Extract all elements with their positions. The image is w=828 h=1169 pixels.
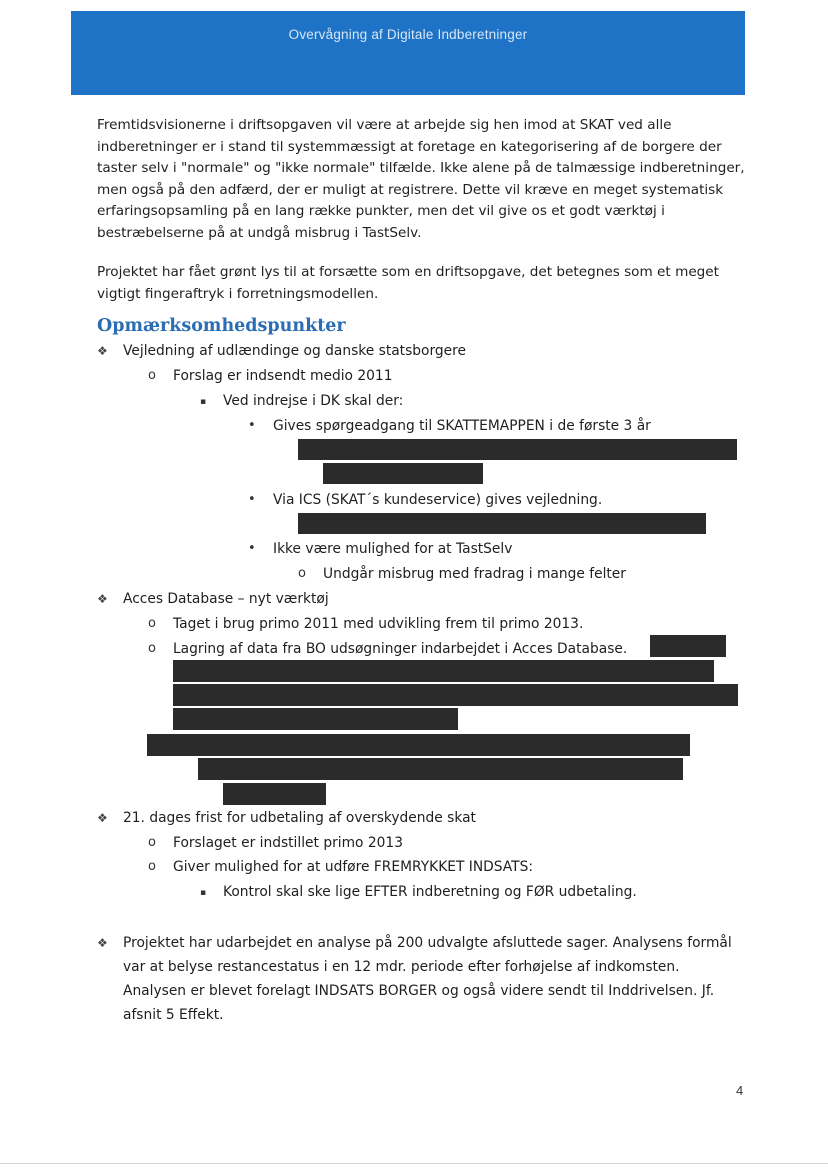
- dot-bullet-icon: •: [248, 418, 256, 433]
- redaction-block: [298, 513, 706, 534]
- dot-bullet-icon: •: [248, 541, 256, 556]
- list-item: Ikke være mulighed for at TastSelv: [273, 541, 513, 557]
- redaction-block: [173, 660, 714, 682]
- list-item-analysis: Projektet har udarbejdet en analyse på 200 udvalgte afsluttede sager. Analysens formål var at belyse restancestatus i en 12 mdr. periode efter forhøjelse af indkomsten. Analysen er blevet forelagt INDSATS BORGER og også videre sendt til Inddrivelsen. Jf. afsnit 5 Effekt.: [123, 935, 732, 1023]
- square-bullet-icon: ▪: [200, 888, 207, 898]
- list-item: Lagring af data fra BO udsøgninger indarbejdet i Acces Database.: [173, 641, 628, 657]
- list-item: Ved indrejse i DK skal der:: [223, 393, 404, 409]
- section-heading: Opmærksomhedspunkter: [97, 316, 346, 336]
- page-number: 4: [736, 1083, 744, 1098]
- redaction-block: [147, 734, 690, 756]
- list-item: Forslag er indsendt medio 2011: [173, 368, 393, 384]
- paragraph-project-status: Projektet har fået grønt lys til at forsætte som en driftsopgave, det betegnes som et meget vigtigt fingeraftryk i forretningsmodellen.: [97, 264, 719, 302]
- diamond-bullet-icon: ❖: [97, 811, 108, 825]
- list-item: Acces Database – nyt værktøj: [123, 591, 329, 607]
- redaction-block: [650, 635, 726, 657]
- circle-bullet-icon: o: [148, 641, 156, 656]
- redaction-block: [323, 463, 483, 484]
- list-item: Forslaget er indstillet primo 2013: [173, 835, 403, 851]
- redaction-block: [223, 783, 326, 805]
- list-item: Undgår misbrug med fradrag i mange felter: [323, 566, 626, 582]
- redaction-block: [298, 439, 737, 460]
- list-item: Kontrol skal ske lige EFTER indberetning og FØR udbetaling.: [223, 884, 637, 900]
- header-band: [71, 11, 745, 95]
- circle-bullet-icon: o: [148, 835, 156, 850]
- redaction-block: [198, 758, 683, 780]
- diamond-bullet-icon: ❖: [97, 592, 108, 606]
- page-bottom-edge: [0, 1163, 828, 1164]
- list-item: Gives spørgeadgang til SKATTEMAPPEN i de første 3 år: [273, 418, 651, 434]
- list-item: 21. dages frist for udbetaling af overskydende skat: [123, 810, 476, 826]
- list-item: Taget i brug primo 2011 med udvikling frem til primo 2013.: [173, 616, 584, 632]
- circle-bullet-icon: o: [148, 368, 156, 383]
- diamond-bullet-icon: ❖: [97, 344, 108, 358]
- dot-bullet-icon: •: [248, 492, 256, 507]
- square-bullet-icon: ▪: [200, 397, 207, 407]
- circle-bullet-icon: o: [298, 566, 306, 581]
- redaction-block: [173, 684, 738, 706]
- header-title: Overvågning af Digitale Indberetninger: [288, 27, 528, 42]
- circle-bullet-icon: o: [148, 616, 156, 631]
- diamond-bullet-icon: ❖: [97, 936, 108, 950]
- list-item: Giver mulighed for at udføre FREMRYKKET INDSATS:: [173, 859, 533, 875]
- paragraph-vision: Fremtidsvisionerne i driftsopgaven vil være at arbejde sig hen imod at SKAT ved alle indberetninger er i stand til systemmæssigt at foretage en kategorisering af de borgere der taster selv i "normale" og "ikke normale" tilfælde. Ikke alene på de talmæssige indberetninger, men også på den adfærd, der er muligt at registrere. Dette vil kræve en meget systematisk erfaringsopsamling på en lang række punkter, men det vil give os et godt værktøj i bestræbelserne på at undgå misbrug i TastSelv.: [97, 117, 745, 241]
- redaction-block: [173, 708, 458, 730]
- circle-bullet-icon: o: [148, 859, 156, 874]
- list-item: Vejledning af udlændinge og danske statsborgere: [123, 343, 467, 359]
- list-item: Via ICS (SKAT´s kundeservice) gives vejledning.: [273, 492, 603, 508]
